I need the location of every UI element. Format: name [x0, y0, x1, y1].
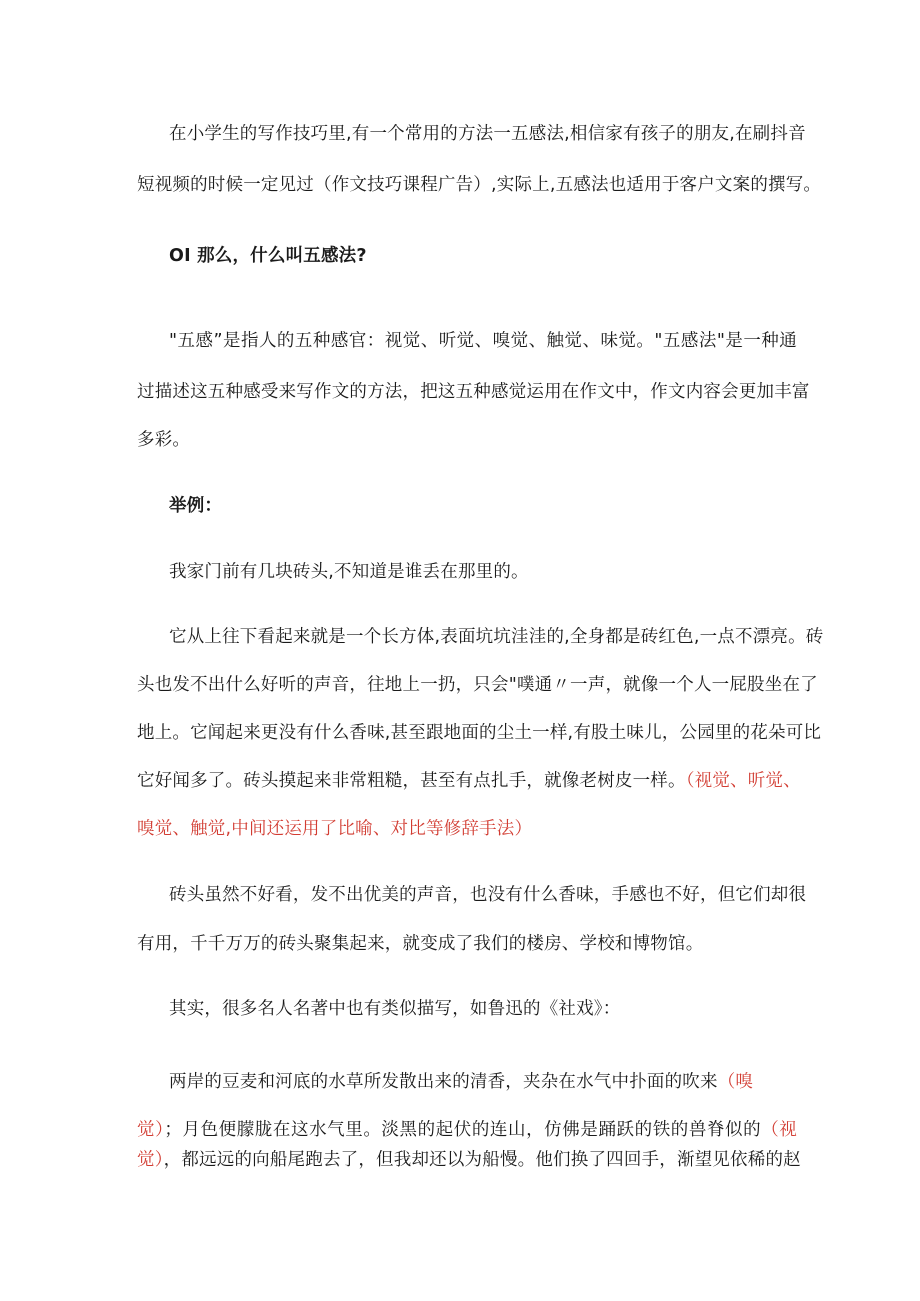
quote-line-2: 觉）；月色便朦胧在这水气里。淡黑的起伏的连山，仿佛是踊跃的铁的兽脊似的（视: [137, 1120, 797, 1140]
example-paragraph-line-3: 地上。它闻起来更没有什么香味,甚至跟地面的尘土一样,有股土味儿，公园里的花朵可比: [137, 723, 822, 743]
section-heading: OI 那么，什么叫五感法?: [169, 246, 367, 266]
example-paragraph-line-1: 它从上往下看起来就是一个长方体,表面坑坑洼洼的,全身都是砖红色,一点不漂亮。砖: [169, 627, 824, 647]
paragraph-definition-line-3: 多彩。: [137, 430, 191, 450]
paragraph-usefulness-line-2: 有用，千千万万的砖头聚集起来，就变成了我们的楼房、学校和博物馆。: [137, 934, 704, 954]
paragraph-intro-line-1: 在小学生的写作技巧里,有一个常用的方法一五感法,相信家有孩子的朋友,在刷抖音: [169, 124, 806, 144]
paragraph-intro-line-2: 短视频的时候一定见过（作文技巧课程广告）,实际上,五感法也适用于客户文案的撰写。: [137, 175, 822, 195]
quote-line-1: 两岸的豆麦和河底的水草所发散出来的清香，夹杂在水气中扑面的吹来（嗅: [169, 1072, 754, 1092]
paragraph-usefulness-line-1: 砖头虽然不好看，发不出优美的声音，也没有什么香味，手感也不好，但它们却很: [169, 885, 807, 905]
quote-line-3: 觉），都远远的向船尾跑去了，但我却还以为船慢。他们换了四回手，渐望见依稀的赵: [137, 1150, 801, 1170]
annotation-text: 觉）: [137, 1120, 165, 1140]
annotation-text: 觉）: [137, 1150, 164, 1170]
annotation-text: （视觉、听觉、: [685, 771, 801, 791]
example-label: 举例：: [169, 496, 223, 516]
paragraph-definition-line-1: "五感”是指人的五种感官：视觉、听觉、嗅觉、触觉、味觉。"五感法"是一种通: [169, 331, 797, 351]
paragraph-definition-line-2: 过描述这五种感受来写作文的方法，把这五种感觉运用在作文中，作文内容会更加丰富: [137, 382, 810, 402]
paragraph-famous-works: 其实，很多名人名著中也有类似描写，如鲁迅的《社戏》：: [169, 999, 621, 1019]
example-paragraph-line-2: 头也发不出什么好听的声音，往地上一扔，只会"噗通〃一声，就像一个人一屁股坐在了: [137, 675, 818, 695]
annotation-text: （视: [761, 1120, 797, 1140]
annotation-line: 嗅觉、触觉,中间还运用了比喻、对比等修辞手法）: [137, 819, 533, 839]
example-paragraph-line-4: 它好闻多了。砖头摸起来非常粗糙，甚至有点扎手，就像老树皮一样。（视觉、听觉、: [137, 771, 801, 791]
example-sentence-1: 我家门前有几块砖头,不知道是谁丢在那里的。: [169, 562, 529, 582]
annotation-text: （嗅: [717, 1072, 754, 1092]
